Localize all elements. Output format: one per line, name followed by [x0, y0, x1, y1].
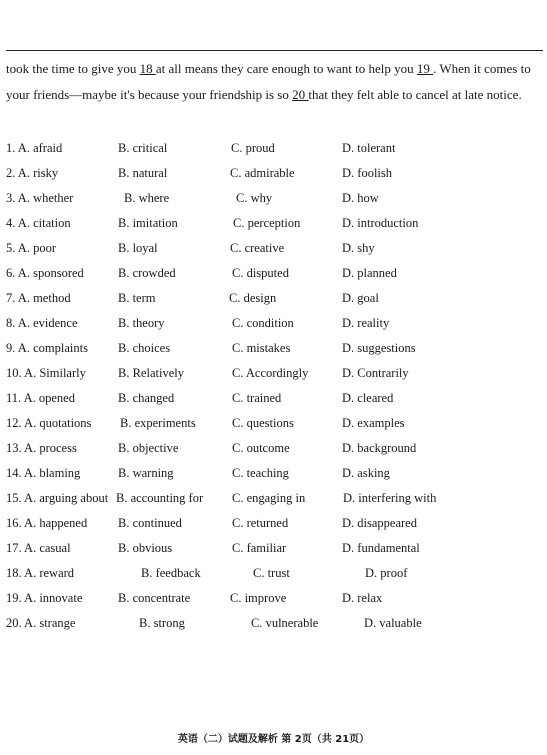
option-d: D. reality: [342, 316, 390, 330]
option-c: C. perception: [233, 216, 301, 230]
option-a: 17. A. casual: [6, 541, 71, 555]
answer-options-list: [0, 141, 547, 641]
option-d: D. shy: [342, 241, 375, 255]
question-row: [0, 366, 547, 391]
passage-text: that they felt able to cancel at late notice.: [308, 87, 522, 102]
option-c: C. outcome: [232, 441, 290, 455]
option-a: 4. A. citation: [6, 216, 71, 230]
question-row: [0, 541, 547, 566]
blank-20: 20: [292, 87, 309, 102]
option-a: 2. A. risky: [6, 166, 59, 180]
question-row: [0, 491, 547, 516]
option-b: B. where: [124, 191, 170, 205]
option-b: B. experiments: [120, 416, 196, 430]
option-a: 8. A. evidence: [6, 316, 78, 330]
option-d: D. cleared: [342, 391, 394, 405]
blank-18: 18: [139, 61, 156, 76]
option-d: D. suggestions: [342, 341, 416, 355]
option-b: B. objective: [118, 441, 179, 455]
option-d: D. Contrarily: [342, 366, 409, 380]
question-row: [0, 191, 547, 216]
passage-line-2: [6, 87, 546, 103]
option-c: C. improve: [230, 591, 287, 605]
option-c: C. proud: [231, 141, 275, 155]
option-b: B. continued: [118, 516, 182, 530]
option-c: C. familiar: [232, 541, 287, 555]
option-b: B. critical: [118, 141, 168, 155]
option-c: C. engaging in: [232, 491, 306, 505]
question-row: [0, 216, 547, 241]
page-footer: 英语（二）试题及解析 第 2页（共 21页）: [177, 734, 370, 745]
option-b: B. accounting for: [116, 491, 204, 505]
option-d: D. disappeared: [342, 516, 417, 530]
option-b: B. concentrate: [118, 591, 191, 605]
option-d: D. relax: [342, 591, 383, 605]
option-d: D. asking: [342, 466, 390, 480]
option-b: B. crowded: [118, 266, 176, 280]
passage-text: took the time to give you: [6, 61, 140, 76]
option-d: D. background: [342, 441, 417, 455]
option-d: D. tolerant: [342, 141, 396, 155]
question-row: [0, 291, 547, 316]
option-b: B. choices: [118, 341, 171, 355]
passage-line-1: [6, 61, 546, 77]
question-row: [0, 316, 547, 341]
option-c: C. mistakes: [232, 341, 291, 355]
option-d: D. how: [342, 191, 379, 205]
blank-19: 19: [416, 61, 434, 76]
option-a: 16. A. happened: [6, 516, 88, 530]
option-b: B. warning: [118, 466, 174, 480]
option-b: B. term: [118, 291, 156, 305]
option-c: C. admirable: [230, 166, 295, 180]
option-b: B. theory: [118, 316, 165, 330]
option-b: B. Relatively: [118, 366, 184, 380]
option-d: D. valuable: [364, 616, 422, 630]
option-d: D. interfering with: [343, 491, 437, 505]
option-d: D. goal: [342, 291, 379, 305]
top-divider-line: [6, 50, 543, 51]
option-a: 13. A. process: [6, 441, 77, 455]
passage-text: . When it comes to: [433, 61, 531, 76]
option-a: 10. A. Similarly: [6, 366, 86, 380]
question-row: [0, 266, 547, 291]
question-row: [0, 566, 547, 591]
option-d: D. introduction: [342, 216, 419, 230]
option-a: 15. A. arguing about: [6, 491, 109, 505]
question-row: [0, 391, 547, 416]
option-b: B. changed: [118, 391, 175, 405]
option-a: 12. A. quotations: [6, 416, 92, 430]
option-d: D. foolish: [342, 166, 392, 180]
option-b: B. natural: [118, 166, 168, 180]
option-a: 14. A. blaming: [6, 466, 81, 480]
option-b: B. obvious: [118, 541, 173, 555]
option-a: 19. A. innovate: [6, 591, 83, 605]
question-row: [0, 616, 547, 641]
option-a: 20. A. strange: [6, 616, 76, 630]
option-a: 9. A. complaints: [6, 341, 88, 355]
option-b: B. feedback: [141, 566, 201, 580]
option-b: B. strong: [139, 616, 185, 630]
question-row: [0, 141, 547, 166]
option-a: 5. A. poor: [6, 241, 56, 255]
question-row: [0, 466, 547, 491]
option-c: C. design: [229, 291, 277, 305]
question-row: [0, 441, 547, 466]
option-c: C. creative: [230, 241, 285, 255]
option-c: C. teaching: [232, 466, 289, 480]
option-a: 1. A. afraid: [6, 141, 63, 155]
question-row: [0, 166, 547, 191]
option-c: C. trust: [253, 566, 290, 580]
option-c: C. why: [236, 191, 273, 205]
option-c: C. disputed: [232, 266, 289, 280]
option-c: C. trained: [232, 391, 282, 405]
question-row: [0, 591, 547, 616]
option-c: C. vulnerable: [251, 616, 319, 630]
option-a: 11. A. opened: [6, 391, 75, 405]
option-c: C. returned: [232, 516, 289, 530]
passage-text: at all means they care enough to want to help you: [155, 61, 417, 76]
passage-text: your friends—maybe it's because your friendship is so: [6, 87, 293, 102]
option-b: B. loyal: [118, 241, 158, 255]
option-a: 6. A. sponsored: [6, 266, 84, 280]
question-row: [0, 341, 547, 366]
option-c: C. condition: [232, 316, 294, 330]
option-b: B. imitation: [118, 216, 178, 230]
question-row: [0, 516, 547, 541]
option-a: 3. A. whether: [6, 191, 74, 205]
option-d: D. proof: [365, 566, 408, 580]
option-d: D. fundamental: [342, 541, 420, 555]
option-a: 18. A. reward: [6, 566, 75, 580]
question-row: [0, 241, 547, 266]
question-row: [0, 416, 547, 441]
option-c: C. questions: [232, 416, 294, 430]
option-c: C. Accordingly: [232, 366, 309, 380]
option-a: 7. A. method: [6, 291, 71, 305]
option-d: D. planned: [342, 266, 397, 280]
option-d: D. examples: [342, 416, 405, 430]
